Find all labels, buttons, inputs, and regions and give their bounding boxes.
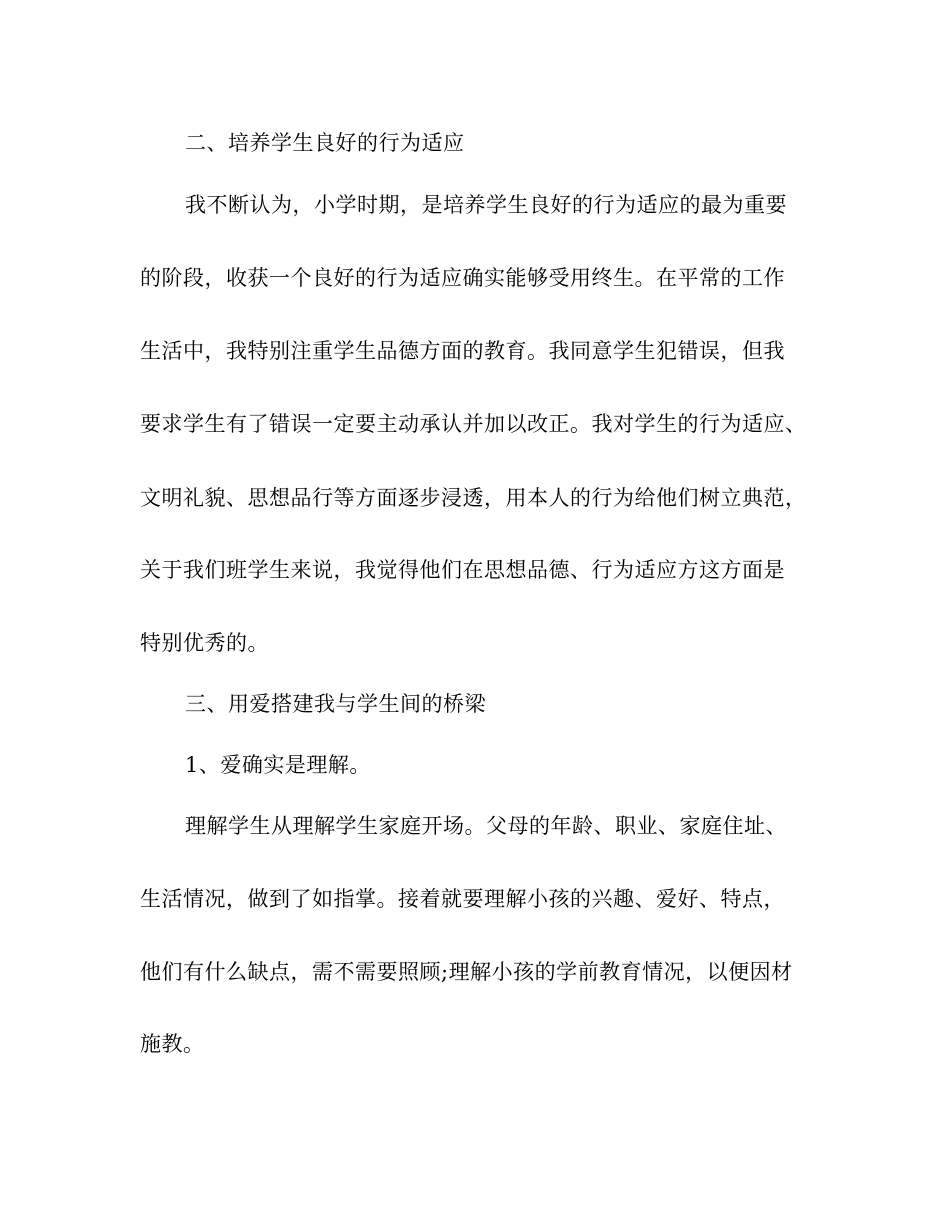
subsection-heading-1: 1、爱确实是理解。 <box>185 753 371 777</box>
paragraph-line: 文明礼貌、思想品行等方面逐步浸透，用本人的行为给他们树立典范， <box>140 486 807 510</box>
paragraph-line: 理解学生从理解学生家庭开场。父母的年龄、职业、家庭住址、 <box>185 814 787 838</box>
section-heading-2: 二、培养学生良好的行为适应 <box>185 131 465 155</box>
paragraph-line: 的阶段，收获一个良好的行为适应确实能够受用终生。在平常的工作 <box>140 266 785 290</box>
paragraph-line: 关于我们班学生来说，我觉得他们在思想品德、行为适应方这方面是 <box>140 558 785 582</box>
paragraph-line: 施教。 <box>140 1032 205 1056</box>
section-heading-3: 三、用爱搭建我与学生间的桥梁 <box>185 692 486 716</box>
paragraph-line: 我不断认为，小学时期，是培养学生良好的行为适应的最为重要 <box>185 193 787 217</box>
paragraph-line: 特别优秀的。 <box>140 631 269 655</box>
paragraph-line: 要求学生有了错误一定要主动承认并加以改正。我对学生的行为适应、 <box>140 412 807 436</box>
paragraph-line: 生活中，我特别注重学生品德方面的教育。我同意学生犯错误，但我 <box>140 339 785 363</box>
paragraph-line: 他们有什么缺点，需不需要照顾;理解小孩的学前教育情况，以便因材 <box>140 960 793 984</box>
paragraph-line: 生活情况，做到了如指掌。接着就要理解小孩的兴趣、爱好、特点， <box>140 887 785 911</box>
